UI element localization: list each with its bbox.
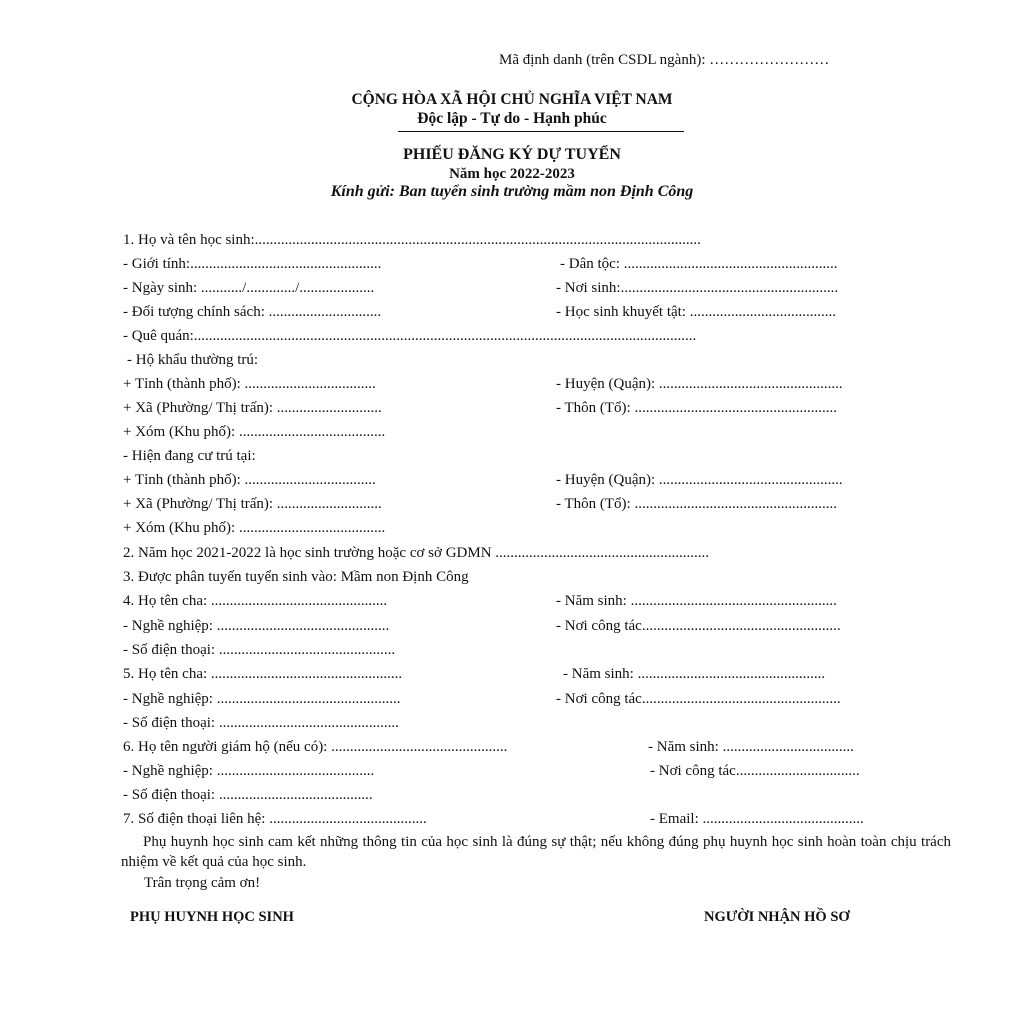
- field-birthplace[interactable]: - Nơi sinh:..........................................................: [556, 280, 839, 296]
- field-student-name[interactable]: 1. Họ và tên học sinh:.......................................................................................................................: [123, 232, 701, 248]
- field-guardian-job[interactable]: - Nghề nghiệp: ..........................................: [123, 763, 375, 779]
- field-perm-village[interactable]: - Thôn (Tổ): ......................................................: [556, 400, 837, 416]
- field-perm-hamlet[interactable]: + Xóm (Khu phố): .......................................: [123, 424, 386, 440]
- id-code-label: Mã định danh (trên CSDL ngành): ……………………: [499, 52, 830, 68]
- form-title: PHIẾU ĐĂNG KÝ DỰ TUYỂN: [403, 146, 621, 163]
- field-father-phone[interactable]: - Số điện thoại: ...............................................: [123, 642, 396, 658]
- field-father-job[interactable]: - Nghề nghiệp: ..............................................: [123, 618, 390, 634]
- field-mother-workplace[interactable]: - Nơi công tác.....................................................: [556, 691, 841, 707]
- field-gender[interactable]: - Giới tính:...................................................: [123, 256, 382, 272]
- field-dob[interactable]: - Ngày sinh: .........../............./....................: [123, 280, 375, 296]
- field-father-workplace[interactable]: - Nơi công tác.....................................................: [556, 618, 841, 634]
- field-ethnicity[interactable]: - Dân tộc: .........................................................: [560, 256, 838, 272]
- school-year: Năm học 2022-2023: [449, 166, 575, 182]
- field-email[interactable]: - Email: ...........................................: [650, 811, 864, 827]
- field-mother-name[interactable]: 5. Họ tên cha: ...................................................: [123, 666, 403, 682]
- field-mother-job[interactable]: - Nghề nghiệp: .................................................: [123, 691, 401, 707]
- field-hometown[interactable]: - Quê quán:......................................................................................................................................: [123, 328, 697, 344]
- parent-signature-label: PHỤ HUYNH HỌC SINH: [130, 909, 294, 925]
- addressee: [0, 183, 1024, 201]
- nation-name: CỘNG HÒA XÃ HỘI CHỦ NGHĨA VIỆT NAM: [351, 91, 673, 108]
- field-guardian-birth-year[interactable]: - Năm sinh: ...................................: [648, 739, 854, 755]
- thanks-text: Trân trọng cảm ơn!: [144, 875, 261, 891]
- field-father-birth-year[interactable]: - Năm sinh: .......................................................: [556, 593, 837, 609]
- field-disabled[interactable]: - Học sinh khuyết tật: .......................................: [556, 304, 836, 320]
- field-cur-village[interactable]: - Thôn (Tổ): ......................................................: [556, 496, 837, 512]
- permanent-residence-header: - Hộ khẩu thường trú:: [127, 352, 259, 368]
- field-cur-province[interactable]: + Tỉnh (thành phố): ...................................: [123, 472, 376, 488]
- field-perm-province[interactable]: + Tỉnh (thành phố): ...................................: [123, 376, 376, 392]
- field-prev-school[interactable]: 2. Năm học 2021-2022 là học sinh trường hoặc cơ sở GDMN .........................................................: [123, 545, 710, 561]
- field-guardian-workplace[interactable]: - Nơi công tác.................................: [650, 763, 860, 779]
- motto-underline: [398, 131, 684, 132]
- assigned-school: 3. Được phân tuyến tuyển sinh vào: Mầm non Định Công: [123, 569, 469, 585]
- field-perm-commune[interactable]: + Xã (Phường/ Thị trấn): ............................: [123, 400, 382, 416]
- field-father-name[interactable]: 4. Họ tên cha: ...............................................: [123, 593, 388, 609]
- field-perm-district[interactable]: - Huyện (Quận): .................................................: [556, 376, 843, 392]
- field-policy[interactable]: - Đối tượng chính sách: ..............................: [123, 304, 382, 320]
- field-cur-hamlet[interactable]: + Xóm (Khu phố): .......................................: [123, 520, 386, 536]
- motto: Độc lập - Tự do - Hạnh phúc: [417, 110, 607, 127]
- field-guardian-phone[interactable]: - Số điện thoại: .........................................: [123, 787, 373, 803]
- commitment-paragraph: Phụ huynh học sinh cam kết những thông tin của học sinh là đúng sự thật; nếu không đúng phụ huynh học sinh hoàn toàn chịu trách nhiệm về kết quả của học sinh.: [121, 834, 951, 870]
- field-cur-commune[interactable]: + Xã (Phường/ Thị trấn): ............................: [123, 496, 382, 512]
- field-contact-phone[interactable]: 7. Số điện thoại liên hệ: ..........................................: [123, 811, 427, 827]
- current-residence-header: - Hiện đang cư trú tại:: [123, 448, 256, 464]
- field-guardian-name[interactable]: 6. Họ tên người giám hộ (nếu có): ...............................................: [123, 739, 508, 755]
- addressee-text: Kính gửi: Ban tuyển sinh trường mầm non Định Công: [330, 183, 694, 200]
- field-mother-phone[interactable]: - Số điện thoại: ................................................: [123, 715, 399, 731]
- receiver-signature-label: NGƯỜI NHẬN HỒ SƠ: [704, 909, 850, 925]
- field-cur-district[interactable]: - Huyện (Quận): .................................................: [556, 472, 843, 488]
- field-mother-birth-year[interactable]: - Năm sinh: ..................................................: [563, 666, 826, 682]
